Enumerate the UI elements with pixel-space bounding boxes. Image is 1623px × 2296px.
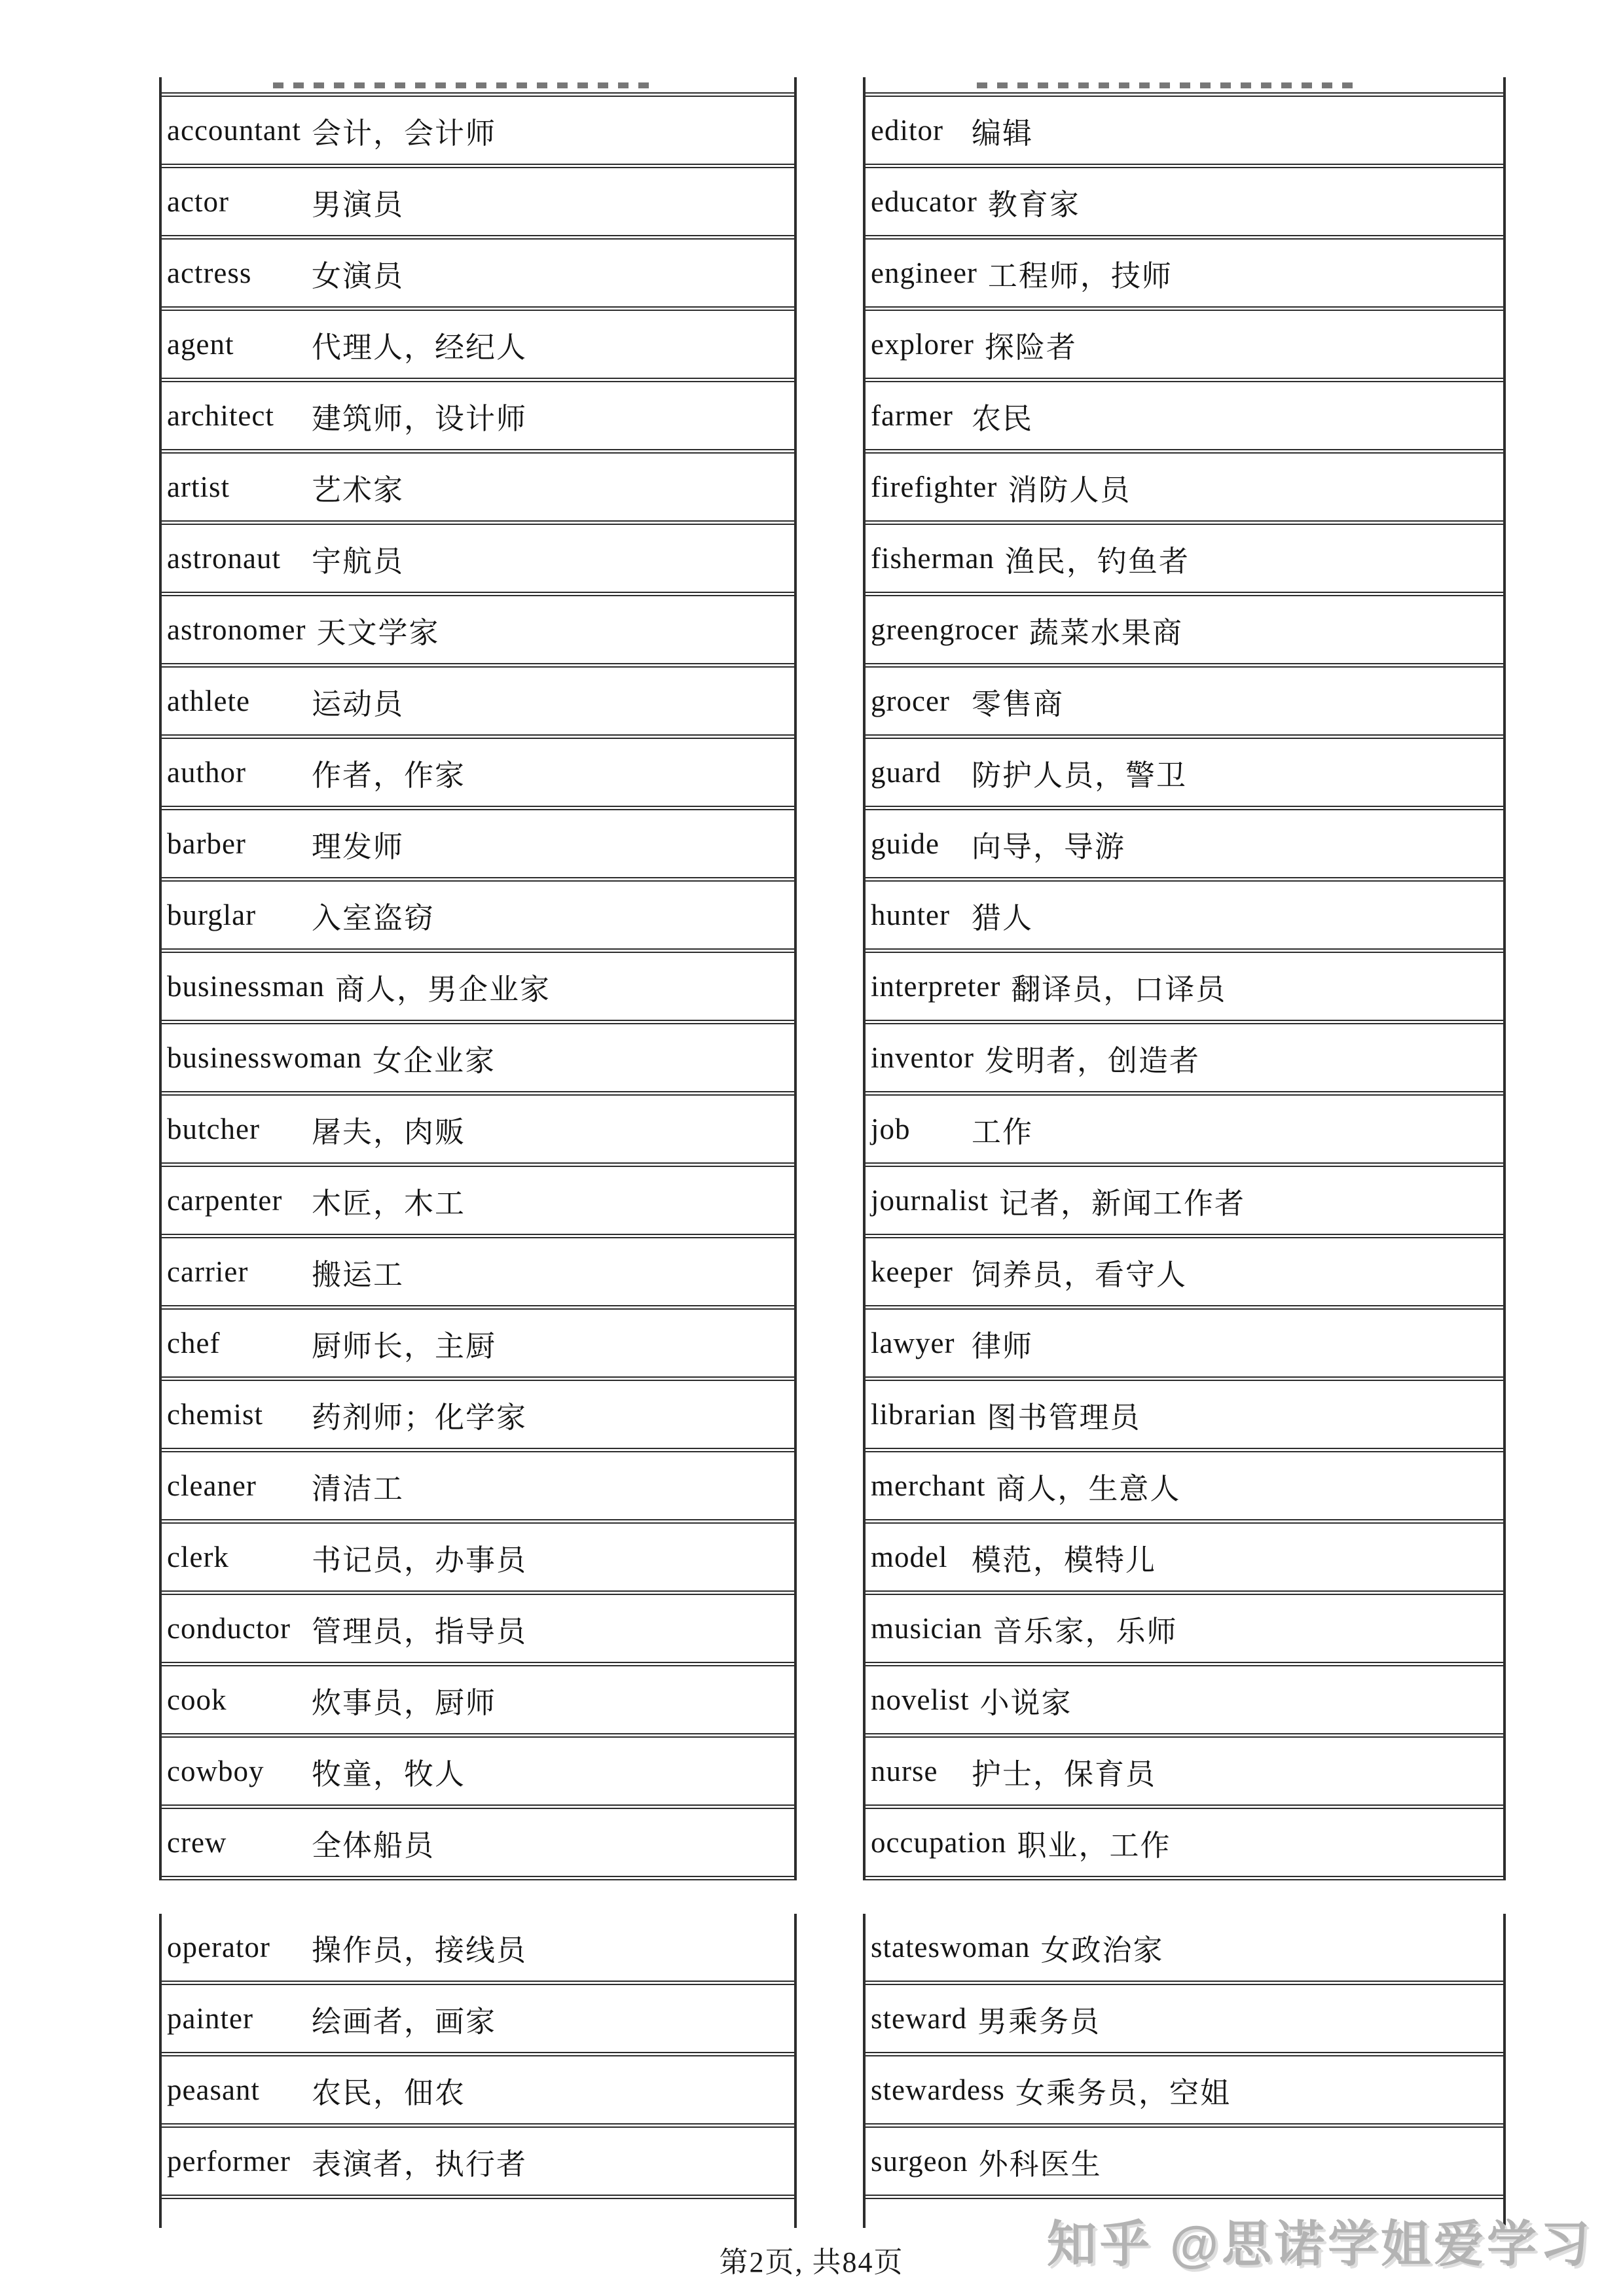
table-row xyxy=(866,882,1503,953)
english-word: artist xyxy=(167,471,230,503)
table-row xyxy=(866,739,1503,810)
vocab-table-top-left xyxy=(159,77,797,1880)
english-word: keeper xyxy=(871,1255,953,1288)
chinese-meaning: 图书管理员 xyxy=(987,1401,1141,1434)
table-row xyxy=(866,1310,1503,1381)
table-row xyxy=(866,2056,1503,2128)
chinese-meaning: 蔬菜水果商 xyxy=(1029,616,1183,649)
table-row xyxy=(162,953,794,1024)
chinese-meaning: 代理人，经纪人 xyxy=(312,331,528,364)
english-word: cleaner xyxy=(167,1469,257,1502)
table-row xyxy=(162,1381,794,1452)
chinese-meaning: 表演者，执行者 xyxy=(312,2147,528,2181)
table-row xyxy=(866,97,1503,168)
cut-off-row-top xyxy=(162,77,794,97)
english-word: athlete xyxy=(167,685,250,717)
table-row xyxy=(162,1024,794,1096)
chinese-meaning: 渔民，钓鱼者 xyxy=(1004,545,1190,578)
table-row xyxy=(866,2128,1503,2199)
table-body xyxy=(866,1914,1503,2199)
table-row xyxy=(866,596,1503,668)
table-row xyxy=(162,311,794,382)
table-row xyxy=(162,1985,794,2056)
english-word: merchant xyxy=(871,1469,986,1502)
table-row xyxy=(162,1096,794,1167)
english-word: architect xyxy=(167,399,274,432)
table-row xyxy=(162,1595,794,1666)
table-row xyxy=(866,1809,1503,1880)
chinese-meaning: 艺术家 xyxy=(312,473,405,507)
chinese-meaning: 男乘务员 xyxy=(977,2005,1101,2038)
table-row xyxy=(162,1310,794,1381)
chinese-meaning: 外科医生 xyxy=(978,2147,1102,2181)
chinese-meaning: 女演员 xyxy=(312,259,405,293)
table-row xyxy=(162,596,794,668)
english-word: grocer xyxy=(871,685,950,717)
english-word: musician xyxy=(871,1612,983,1645)
table-row xyxy=(866,953,1503,1024)
chinese-meaning: 编辑 xyxy=(972,117,1034,150)
chinese-meaning: 厨师长，主厨 xyxy=(312,1329,497,1363)
english-word: model xyxy=(871,1541,948,1573)
english-word: cowboy xyxy=(167,1755,264,1787)
english-word: author xyxy=(167,756,246,789)
english-word: novelist xyxy=(871,1683,970,1716)
cut-off-row-bottom xyxy=(162,2199,794,2228)
table-row xyxy=(162,1809,794,1880)
table-row xyxy=(162,1666,794,1738)
chinese-meaning: 清洁工 xyxy=(312,1472,405,1505)
english-word: interpreter xyxy=(871,970,1001,1003)
table-row xyxy=(866,1738,1503,1809)
chinese-meaning: 男演员 xyxy=(312,188,405,221)
table-row xyxy=(866,525,1503,596)
table-row xyxy=(162,168,794,240)
english-word: agent xyxy=(167,328,234,361)
english-word: hunter xyxy=(871,899,950,931)
english-word: conductor xyxy=(167,1612,291,1645)
chinese-meaning: 工程师，技师 xyxy=(987,259,1173,293)
chinese-meaning: 女乘务员，空姐 xyxy=(1015,2076,1231,2109)
table-row xyxy=(866,240,1503,311)
english-word: butcher xyxy=(167,1113,260,1145)
english-word: job xyxy=(871,1113,911,1145)
english-word: surgeon xyxy=(871,2145,968,2178)
table-row xyxy=(866,668,1503,739)
chinese-meaning: 药剂师；化学家 xyxy=(312,1401,528,1434)
table-row xyxy=(162,1167,794,1238)
table-row xyxy=(162,882,794,953)
chinese-meaning: 职业，工作 xyxy=(1017,1829,1171,1862)
chinese-meaning: 教育家 xyxy=(987,188,1080,221)
english-word: crew xyxy=(167,1826,227,1859)
english-word: actress xyxy=(167,257,252,289)
english-word: carpenter xyxy=(167,1184,283,1217)
chinese-meaning: 小说家 xyxy=(979,1686,1072,1719)
vocab-table-top-right xyxy=(863,77,1506,1880)
chinese-meaning: 护士，保育员 xyxy=(972,1757,1157,1791)
table-row xyxy=(162,1524,794,1595)
english-word: educator xyxy=(871,185,977,218)
chinese-meaning: 建筑师，设计师 xyxy=(312,402,528,435)
table-row xyxy=(162,668,794,739)
table-row xyxy=(866,1096,1503,1167)
table-row xyxy=(866,311,1503,382)
cut-text-fragments xyxy=(977,82,1359,88)
table-row xyxy=(866,1524,1503,1595)
chinese-meaning: 运动员 xyxy=(312,687,405,721)
english-word: steward xyxy=(871,2002,967,2035)
chinese-meaning: 宇航员 xyxy=(312,545,405,578)
table-row xyxy=(162,739,794,810)
cut-text-fragments xyxy=(273,82,653,88)
table-row xyxy=(162,1452,794,1524)
english-word: chemist xyxy=(167,1398,263,1431)
english-word: operator xyxy=(167,1931,270,1964)
english-word: engineer xyxy=(871,257,977,289)
table-row xyxy=(866,1914,1503,1985)
chinese-meaning: 农民，佃农 xyxy=(312,2076,466,2109)
chinese-meaning: 作者，作家 xyxy=(312,759,466,792)
chinese-meaning: 农民 xyxy=(972,402,1034,435)
english-word: firefighter xyxy=(871,471,998,503)
vocab-table-bottom-left xyxy=(159,1914,797,2228)
english-word: peasant xyxy=(167,2073,260,2106)
table-body xyxy=(866,97,1503,1880)
chinese-meaning: 炊事员，厨师 xyxy=(312,1686,497,1719)
english-word: businessman xyxy=(167,970,325,1003)
table-row xyxy=(866,1666,1503,1738)
english-word: chef xyxy=(167,1327,221,1359)
english-word: greengrocer xyxy=(871,613,1019,646)
chinese-meaning: 理发师 xyxy=(312,830,405,863)
english-word: farmer xyxy=(871,399,953,432)
chinese-meaning: 女企业家 xyxy=(373,1044,496,1077)
english-word: painter xyxy=(167,2002,253,2035)
cut-off-row-top xyxy=(866,77,1503,97)
chinese-meaning: 管理员，指导员 xyxy=(312,1615,528,1648)
chinese-meaning: 女政治家 xyxy=(1040,1933,1164,1967)
english-word: editor xyxy=(871,114,943,147)
table-row xyxy=(162,2056,794,2128)
table-row xyxy=(162,240,794,311)
table-row xyxy=(866,1024,1503,1096)
chinese-meaning: 入室盗窃 xyxy=(312,901,435,935)
english-word: accountant xyxy=(167,114,301,147)
chinese-meaning: 音乐家，乐师 xyxy=(993,1615,1178,1648)
chinese-meaning: 翻译员，口译员 xyxy=(1011,973,1227,1006)
chinese-meaning: 猎人 xyxy=(972,901,1034,935)
chinese-meaning: 会计，会计师 xyxy=(312,117,497,150)
english-word: astronaut xyxy=(167,542,281,575)
table-row xyxy=(866,810,1503,882)
table-row xyxy=(162,382,794,454)
table-body xyxy=(162,1914,794,2199)
page-number-footer: 第2页, 共84页 xyxy=(719,2246,904,2278)
table-row xyxy=(162,97,794,168)
chinese-meaning: 书记员，办事员 xyxy=(312,1543,528,1577)
table-row xyxy=(866,168,1503,240)
chinese-meaning: 消防人员 xyxy=(1008,473,1131,507)
chinese-meaning: 全体船员 xyxy=(312,1829,435,1862)
english-word: carrier xyxy=(167,1255,249,1288)
english-word: businesswoman xyxy=(167,1041,362,1074)
english-word: explorer xyxy=(871,328,974,361)
table-row xyxy=(162,454,794,525)
table-row xyxy=(866,1985,1503,2056)
table-row xyxy=(162,2128,794,2199)
table-row xyxy=(162,1738,794,1809)
chinese-meaning: 商人，男企业家 xyxy=(335,973,551,1006)
chinese-meaning: 屠夫，肉贩 xyxy=(312,1115,466,1149)
english-word: stewardess xyxy=(871,2073,1005,2106)
table-row xyxy=(162,525,794,596)
table-row xyxy=(866,1238,1503,1310)
chinese-meaning: 木匠，木工 xyxy=(312,1187,466,1220)
zhihu-watermark: 知乎 @思诺学姐爱学习 xyxy=(1046,2217,1593,2272)
chinese-meaning: 记者，新闻工作者 xyxy=(998,1187,1245,1220)
chinese-meaning: 发明者，创造者 xyxy=(984,1044,1200,1077)
english-word: nurse xyxy=(871,1755,938,1787)
chinese-meaning: 工作 xyxy=(972,1115,1034,1149)
chinese-meaning: 饲养员，看守人 xyxy=(972,1258,1188,1291)
table-row xyxy=(162,810,794,882)
english-word: librarian xyxy=(871,1398,977,1431)
english-word: inventor xyxy=(871,1041,974,1074)
chinese-meaning: 绘画者，画家 xyxy=(312,2005,497,2038)
english-word: fisherman xyxy=(871,542,994,575)
chinese-meaning: 律师 xyxy=(972,1329,1034,1363)
english-word: journalist xyxy=(871,1184,989,1217)
table-row xyxy=(162,1914,794,1985)
english-word: guide xyxy=(871,827,939,860)
table-row xyxy=(866,382,1503,454)
chinese-meaning: 零售商 xyxy=(972,687,1065,721)
table-row xyxy=(866,1381,1503,1452)
english-word: performer xyxy=(167,2145,291,2178)
chinese-meaning: 商人，生意人 xyxy=(996,1472,1181,1505)
chinese-meaning: 防护人员，警卫 xyxy=(972,759,1188,792)
english-word: burglar xyxy=(167,899,257,931)
table-row xyxy=(866,1167,1503,1238)
table-body xyxy=(162,97,794,1880)
chinese-meaning: 向导，导游 xyxy=(972,830,1126,863)
chinese-meaning: 操作员，接线员 xyxy=(312,1933,528,1967)
table-row xyxy=(866,1452,1503,1524)
english-word: cook xyxy=(167,1683,227,1716)
english-word: guard xyxy=(871,756,941,789)
english-word: clerk xyxy=(167,1541,229,1573)
table-row xyxy=(866,454,1503,525)
english-word: actor xyxy=(167,185,229,218)
english-word: occupation xyxy=(871,1826,1007,1859)
english-word: astronomer xyxy=(167,613,306,646)
chinese-meaning: 搬运工 xyxy=(312,1258,405,1291)
table-row xyxy=(162,1238,794,1310)
english-word: lawyer xyxy=(871,1327,955,1359)
chinese-meaning: 天文学家 xyxy=(316,616,440,649)
chinese-meaning: 模范，模特儿 xyxy=(972,1543,1157,1577)
table-row xyxy=(866,1595,1503,1666)
english-word: stateswoman xyxy=(871,1931,1030,1964)
vocab-table-bottom-right xyxy=(863,1914,1506,2228)
chinese-meaning: 探险者 xyxy=(984,331,1077,364)
chinese-meaning: 牧童，牧人 xyxy=(312,1757,466,1791)
english-word: barber xyxy=(167,827,246,860)
